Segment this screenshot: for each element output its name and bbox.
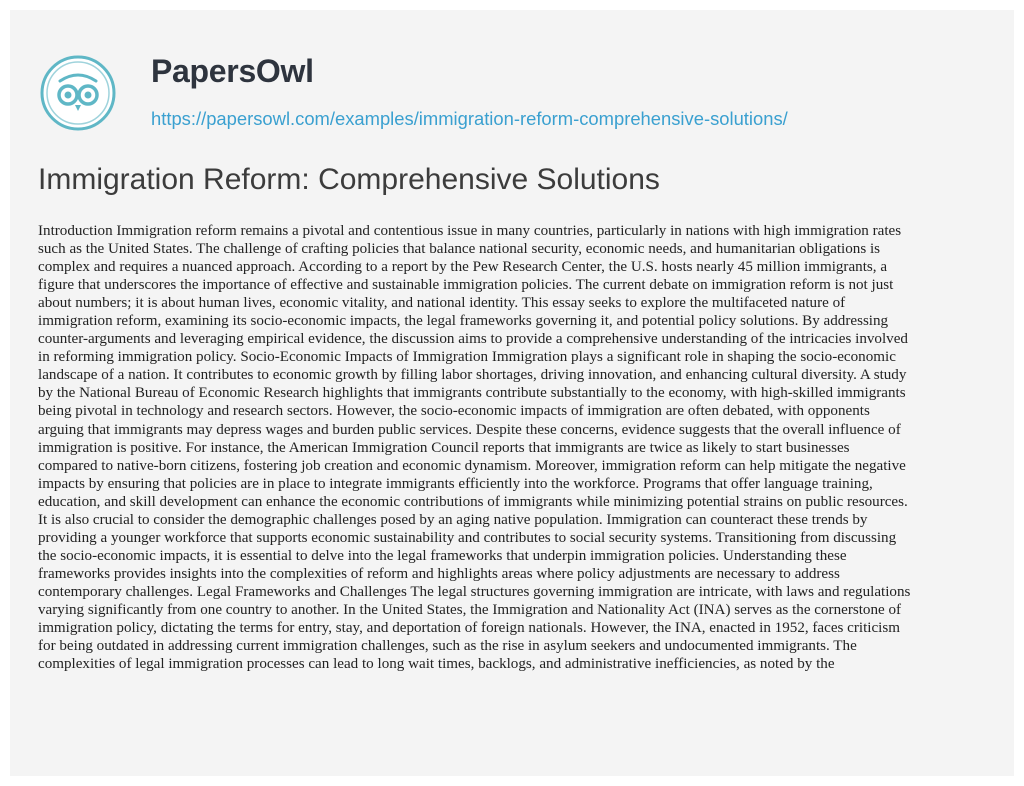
body-line: immigration reform, examining its socio-economic impacts, the legal frameworks governing it, and potential policy solutions. By addressing (38, 313, 889, 330)
body-line: being pivotal in technology and research sectors. However, the socio-economic impacts of immigration are often debated, with opponents (38, 403, 870, 420)
body-line: for being outdated in addressing current immigration challenges, such as the rise in asylum seekers and undocumented immigrants. The (38, 638, 857, 655)
body-line: frameworks provides insights into the complexities of reform and highlights areas where policy adjustments are necessary to address (38, 565, 840, 582)
body-line: counter-arguments and leveraging empirical evidence, the discussion aims to provide a comprehensive understanding of the intricacies involved (38, 331, 908, 348)
body-line: contemporary challenges. Legal Frameworks and Challenges The legal structures governing immigration are intricate, with laws and regulations (38, 583, 911, 600)
body-line: It is also crucial to consider the demographic challenges posed by an aging native population. Immigration can counteract these trends by (38, 511, 868, 528)
body-line: landscape of a nation. It contributes to economic growth by filling labor shortages, driving innovation, and enhancing cultural diversity. A study (38, 367, 907, 384)
owl-icon (40, 55, 116, 131)
body-line: immigration is positive. For instance, the American Immigration Council reports that immigrants are twice as likely to start businesses (38, 439, 850, 456)
body-line: varying significantly from one country to another. In the United States, the Immigration and Nationality Act (INA) serves as the cornerstone of (38, 601, 902, 618)
body-line: education, and skill development can enhance the economic contributions of immigrants while minimizing potential strains on public resources. (38, 493, 908, 510)
body-line: Introduction Immigration reform remains a pivotal and contentious issue in many countries, particularly in nations with high immigration rates (38, 223, 902, 239)
body-line: about numbers; it is about human lives, economic vitality, and national identity. This essay seeks to explore the multifaceted nature of (38, 295, 846, 312)
brand-header (40, 43, 1024, 143)
body-line: complex and requires a nuanced approach. According to a report by the Pew Research Center, the U.S. hosts nearly 45 million immigrants, a (38, 259, 888, 276)
body-line: complexities of legal immigration processes can lead to long wait times, backlogs, and administrative inefficiencies, as noted by the (38, 656, 835, 673)
body-line: by the National Bureau of Economic Research highlights that immigrants contribute substantially to the economy, with high-skilled immigrants (38, 385, 906, 402)
body-line: the socio-economic impacts, it is essential to delve into the legal frameworks that underpin immigration policies. Understanding these (38, 547, 847, 564)
document-title: Immigration Reform: Comprehensive Solutions (38, 163, 660, 196)
body-line: figure that underscores the importance of effective and sustainable immigration policies. The current debate on immigration reform is not just (38, 277, 894, 294)
body-line: in reforming immigration policy. Socio-Economic Impacts of Immigration Immigration plays a significant role in shaping the socio-economic (38, 349, 896, 366)
body-line: impacts by ensuring that policies are in place to integrate immigrants efficiently into the workforce. Programs that offer language training, (38, 475, 873, 492)
body-line: compared to native-born citizens, fostering job creation and economic dynamism. Moreover, immigration reform can help mitigate the negative (38, 457, 906, 474)
body-line: arguing that immigrants may depress wages and burden public services. Despite these concerns, evidence suggests that the overall influence of (38, 421, 901, 438)
source-url-link[interactable]: https://papersowl.com/examples/immigration-reform-comprehensive-solutions/ (151, 108, 788, 129)
essay-body (38, 222, 983, 673)
body-line: immigration policy, dictating the terms for entry, stay, and deportation of foreign nationals. However, the INA, enacted in 1952, faces criticism (38, 620, 900, 637)
body-line: providing a younger workforce that supports economic sustainability and contributes to social security systems. Transitioning from discussing (38, 529, 897, 546)
brand-name: PapersOwl (151, 53, 314, 89)
body-line: such as the United States. The challenge of crafting policies that balance national security, economic needs, and humanitarian obligations is (38, 241, 881, 258)
